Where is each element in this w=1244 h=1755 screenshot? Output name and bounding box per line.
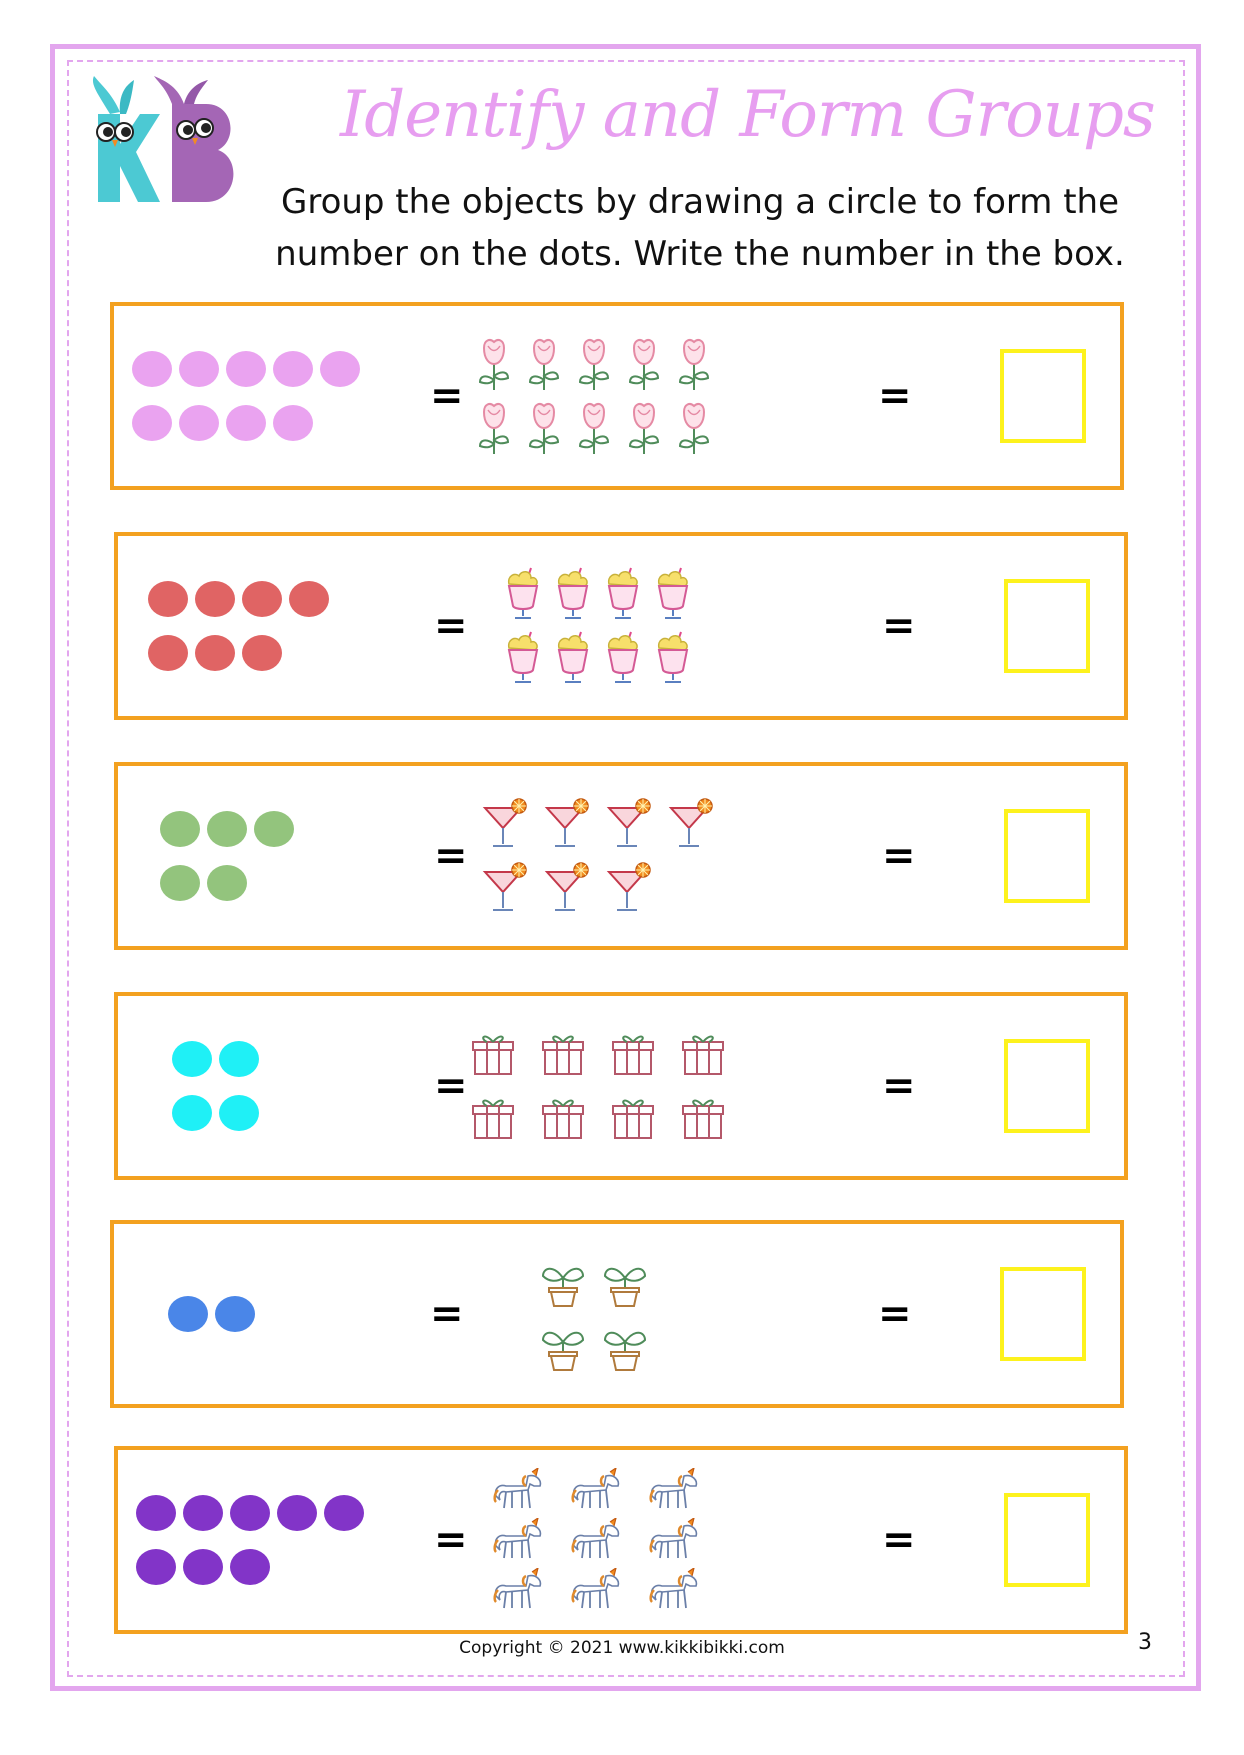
exercise-row — [110, 1220, 1124, 1408]
rose-icon — [474, 336, 514, 392]
equals-sign: = — [430, 1291, 464, 1337]
answer-box[interactable] — [1004, 809, 1090, 903]
unicorn-icon — [492, 1468, 548, 1512]
equals-sign: = — [430, 373, 464, 419]
gift-icon — [611, 1032, 655, 1076]
gift-icon — [471, 1096, 515, 1140]
answer-box[interactable] — [1000, 349, 1086, 443]
answer-box[interactable] — [1000, 1267, 1086, 1361]
object-group[interactable] — [118, 1450, 1132, 1630]
unicorn-icon — [492, 1518, 548, 1562]
unicorn-icon — [570, 1468, 626, 1512]
equals-sign: = — [882, 1517, 916, 1563]
potted-plant-icon — [539, 1256, 587, 1308]
milkshake-icon — [503, 630, 543, 686]
milkshake-icon — [603, 630, 643, 686]
unicorn-icon — [648, 1468, 704, 1512]
rose-icon — [624, 400, 664, 456]
answer-box[interactable] — [1004, 579, 1090, 673]
gift-icon — [681, 1096, 725, 1140]
unicorn-icon — [648, 1518, 704, 1562]
milkshake-icon — [553, 630, 593, 686]
equals-sign: = — [878, 373, 912, 419]
answer-box[interactable] — [1004, 1039, 1090, 1133]
milkshake-icon — [653, 566, 693, 622]
unicorn-icon — [570, 1518, 626, 1562]
answer-box[interactable] — [1004, 1493, 1090, 1587]
unicorn-icon — [648, 1568, 704, 1612]
unicorn-icon — [570, 1568, 626, 1612]
rose-icon — [524, 400, 564, 456]
milkshake-icon — [503, 566, 543, 622]
cocktail-icon — [667, 798, 715, 850]
rose-icon — [574, 400, 614, 456]
exercise-row — [114, 1446, 1128, 1634]
gift-icon — [681, 1032, 725, 1076]
equals-sign: = — [434, 1063, 468, 1109]
instructions-text: Group the objects by drawing a circle to form the number on the dots. Write the number in the box. — [275, 182, 1125, 274]
object-group[interactable] — [118, 536, 1132, 716]
cocktail-icon — [543, 862, 591, 914]
cocktail-icon — [543, 798, 591, 850]
page-title: Identify and Form Groups — [340, 78, 1155, 152]
equals-sign: = — [882, 603, 916, 649]
object-group[interactable] — [114, 306, 1128, 486]
exercise-row — [110, 302, 1124, 490]
equals-sign: = — [434, 1517, 468, 1563]
equals-sign: = — [882, 833, 916, 879]
gift-icon — [471, 1032, 515, 1076]
exercise-row — [114, 762, 1128, 950]
cocktail-icon — [481, 862, 529, 914]
gift-icon — [541, 1096, 585, 1140]
copyright-text: Copyright © 2021 www.kikkibikki.com — [459, 1638, 785, 1658]
object-group[interactable] — [114, 1224, 1128, 1404]
rose-icon — [624, 336, 664, 392]
kb-logo-icon — [88, 74, 248, 214]
cocktail-icon — [481, 798, 529, 850]
rose-icon — [674, 336, 714, 392]
equals-sign: = — [882, 1063, 916, 1109]
milkshake-icon — [603, 566, 643, 622]
equals-sign: = — [878, 1291, 912, 1337]
rose-icon — [524, 336, 564, 392]
object-group[interactable] — [118, 996, 1132, 1176]
gift-icon — [541, 1032, 585, 1076]
object-group[interactable] — [118, 766, 1132, 946]
exercise-row — [114, 532, 1128, 720]
exercise-row — [114, 992, 1128, 1180]
gift-icon — [611, 1096, 655, 1140]
rose-icon — [674, 400, 714, 456]
potted-plant-icon — [601, 1320, 649, 1372]
rose-icon — [474, 400, 514, 456]
milkshake-icon — [553, 566, 593, 622]
unicorn-icon — [492, 1568, 548, 1612]
equals-sign: = — [434, 833, 468, 879]
rose-icon — [574, 336, 614, 392]
equals-sign: = — [434, 603, 468, 649]
cocktail-icon — [605, 798, 653, 850]
milkshake-icon — [653, 630, 693, 686]
page-number: 3 — [1138, 1630, 1152, 1655]
potted-plant-icon — [601, 1256, 649, 1308]
potted-plant-icon — [539, 1320, 587, 1372]
cocktail-icon — [605, 862, 653, 914]
